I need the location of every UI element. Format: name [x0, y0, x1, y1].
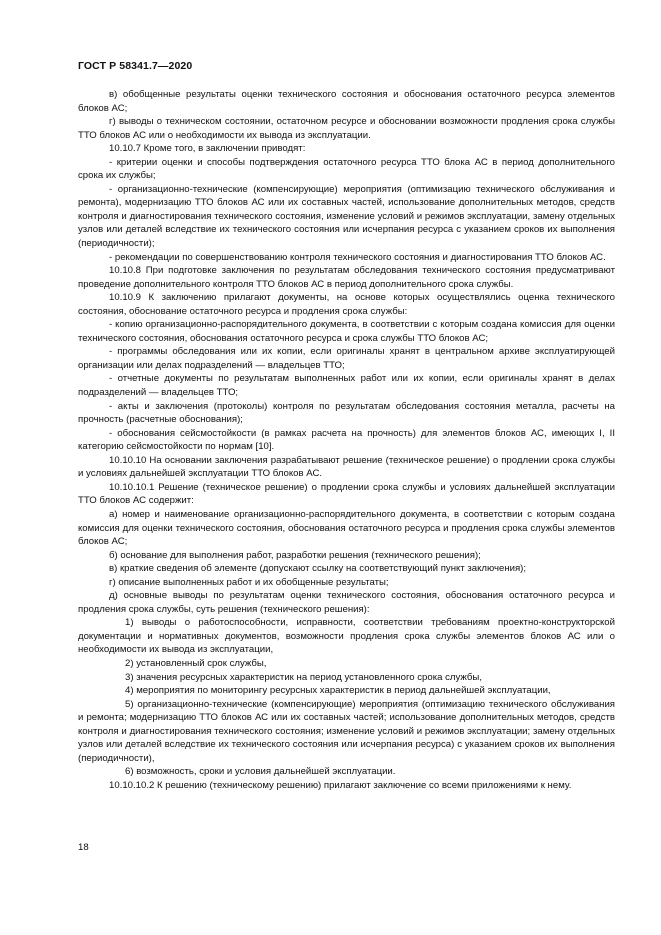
paragraph: - обоснования сейсмостойкости (в рамках расчета на прочность) для элементов блоков АС, имеющих I, II категорию сейсмостойкости по нормам [10].: [78, 427, 615, 453]
page-number: 18: [78, 842, 89, 853]
paragraph: в) обобщенные результаты оценки технического состояния и обоснования остаточного ресурса элементов блоков АС;: [78, 89, 615, 114]
paragraph: - отчетные документы по результатам выполненных работ или их копии, если оригиналы хранят в делах подразделений — владельцев ТТО;: [78, 373, 615, 399]
paragraph: 6) возможность, сроки и условия дальнейшей эксплуатации.: [125, 766, 396, 778]
paragraph: 5) организационно-технические (компенсирующие) мероприятия (оптимизацию технического обслуживания и ремонта; модернизацию ТТО блоков АС или их составных частей; использование дополнительных методов, средств контроля и диагностирования технического состояния; изменение условий и режимов эксплуатации; замену отдельных узлов или деталей вследствие их технического состояния или исчерпания ресурса) с указанием сроков их выполнения (периодичности),: [78, 698, 615, 764]
paragraph: 2) установленный срок службы,: [125, 657, 267, 669]
paragraph: в) краткие сведения об элементе (допускают ссылку на соответствующий пункт заключения);: [109, 563, 527, 575]
paragraph: 10.10.8 При подготовке заключения по результатам обследования технического состояния предусматривают проведение дополнительного контроля ТТО блоков АС в период дополнительного срока службы.: [78, 265, 615, 290]
paragraph: а) номер и наименование организационно-распорядительного документа, в соответствии с которым создана комиссия для оценки технического состояния, обоснования остаточного ресурса и продления срока службы элементов блоков АС;: [78, 508, 615, 548]
document-header: ГОСТ Р 58341.7—2020: [78, 60, 193, 72]
paragraph: - копию организационно-распорядительного документа, в соответствии с которым создана комиссия для оценки технического состояния, обоснования остаточного ресурса и срока службы ТТО блоков АС;: [78, 319, 615, 344]
paragraph: - критерии оценки и способы подтверждения остаточного ресурса ТТО блока АС в период дополнительного срока их службы;: [78, 156, 615, 182]
paragraph: - рекомендации по совершенствованию контроля технического состояния и диагностирования ТТО блоков АС.: [109, 251, 606, 263]
paragraph: б) основание для выполнения работ, разработки решения (технического решения);: [109, 549, 481, 561]
paragraph: 10.10.7 Кроме того, в заключении приводят:: [109, 143, 306, 155]
paragraph: - организационно-технические (компенсирующие) мероприятия (оптимизацию технического обслуживания и ремонта), модернизацию ТТО блоков АС или их составных частей, использование дополнительных методов, средств контроля и диагностирования технического состояния, изменение условий и режимов эксплуатации, замену отдельных узлов или деталей вследствие их технического состояния или исчерпания ресурса с указанием сроков их выполнения (периодичности);: [78, 183, 615, 250]
paragraph: 10.10.10.2 К решению (техническому решению) прилагают заключение со всеми приложениями к нему.: [109, 779, 572, 791]
paragraph: 1) выводы о работоспособности, исправности, соответствии требованиям проектно-конструкторской документации и нормативных документов, возможности продления срока службы элементов блоков АС или о необходимости их вывода из эксплуатации,: [78, 617, 615, 656]
paragraph: - акты и заключения (протоколы) контроля по результатам обследования состояния металла, расчеты на прочность (расчетные обоснования);: [78, 400, 615, 426]
document-body: [78, 88, 615, 792]
paragraph: 4) мероприятия по мониторингу ресурсных характеристик в период дальнейшей эксплуатации,: [125, 685, 551, 697]
paragraph: 10.10.10.1 Решение (техническое решение) о продлении срока службы и условиях дальнейшей эксплуатации ТТО блоков АС содержит:: [78, 481, 615, 507]
paragraph: г) выводы о техническом состоянии, остаточном ресурсе и обосновании возможности продления срока службы ТТО блоков АС или о необходимости их вывода из эксплуатации.: [78, 116, 615, 141]
paragraph: - программы обследования или их копии, если оригиналы хранят в центральном архиве эксплуатирующей организации или делах подразделений — владельцев ТТО;: [78, 346, 615, 371]
paragraph: 3) значения ресурсных характеристик на период установленного срока службы,: [125, 671, 482, 683]
paragraph: 10.10.9 К заключению прилагают документы, на основе которых осуществлялись оценка технического состояния, обоснование остаточного ресурса и продления срока службы:: [78, 292, 615, 317]
paragraph: г) описание выполненных работ и их обобщенные результаты;: [109, 576, 389, 588]
paragraph: д) основные выводы по результатам оценки технического состояния, обоснования остаточного ресурса и продления срока службы, суть решения (технического решения):: [78, 590, 615, 615]
paragraph: 10.10.10 На основании заключения разрабатывают решение (техническое решение) о продлении срока службы и условиях дальнейшей эксплуатации ТТО блоков АС.: [78, 454, 615, 480]
